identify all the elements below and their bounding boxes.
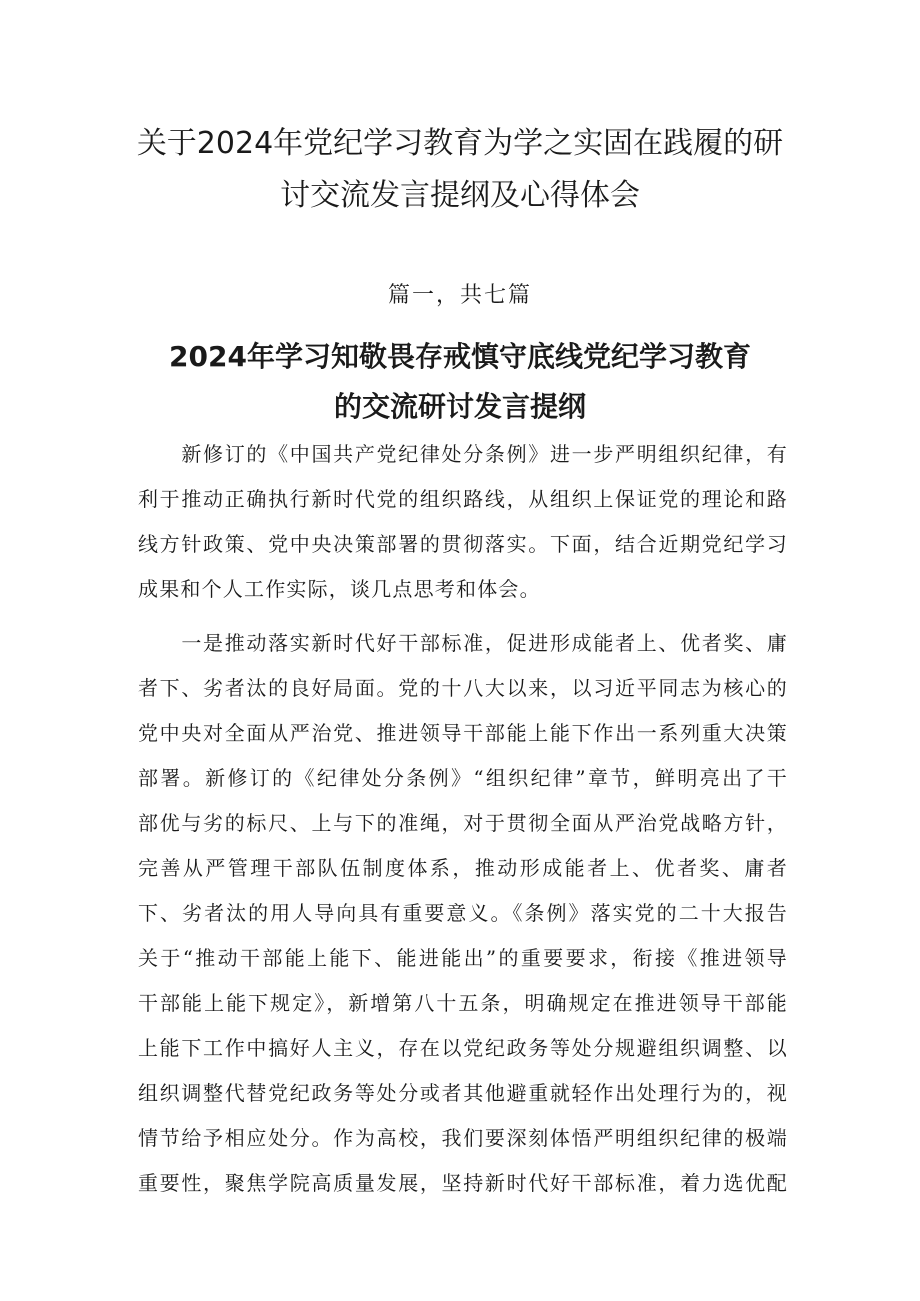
body-paragraph (138, 621, 788, 1206)
paragraph-line: 新修订的《中国共产党纪律处分条例》进一步严明组织纪律，有 (138, 442, 788, 466)
document-title (120, 118, 800, 222)
paragraph-line: 关于“推动干部能上能下、能进能出”的重要要求，衔接《推进领导 (138, 946, 788, 970)
paragraph-line: 利于推动正确执行新时代党的组织路线，从组织上保证党的理论和路 (138, 487, 788, 511)
paragraph-line: 者下、劣者汰的良好局面。党的十八大以来，以习近平同志为核心的 (138, 676, 788, 700)
paragraph-line: 线方针政策、党中央决策部署的贯彻落实。下面，结合近期党纪学习 (138, 532, 788, 556)
section-title-line: 的交流研讨发言提纲 (333, 390, 586, 423)
paragraph-line: 成果和个人工作实际，谈几点思考和体会。 (138, 577, 541, 601)
paragraph-line: 上能下工作中搞好人主义，存在以党纪政务等处分规避组织调整、以 (138, 1036, 788, 1060)
paragraph-line: 下、劣者汰的用人导向具有重要意义。《条例》落实党的二十大报告 (138, 901, 788, 925)
paragraph-line: 重要性，聚焦学院高质量发展，坚持新时代好干部标准，着力选优配 (138, 1171, 788, 1195)
paragraph-line: 干部能上能下规定》，新增第八十五条，明确规定在推进领导干部能 (138, 991, 788, 1015)
section-label: 篇一，共七篇 (387, 283, 532, 308)
document-title-line: 关于2024年党纪学习教育为学之实固在践履的研 (136, 126, 784, 161)
paragraph-line: 部署。新修订的《纪律处分条例》“组织纪律”章节，鲜明亮出了干 (138, 766, 788, 790)
paragraph-line: 情节给予相应处分。作为高校，我们要深刻体悟严明组织纪律的极端 (138, 1126, 788, 1150)
document-title-line: 讨交流发言提纲及心得体会 (280, 178, 640, 213)
paragraph-line: 部优与劣的标尺、上与下的准绳，对于贯彻全面从严治党战略方针， (138, 811, 788, 835)
section-title-line: 2024年学习知敬畏存戒慎守底线党纪学习教育 (169, 340, 751, 373)
body-paragraph (138, 432, 788, 612)
paragraph-line: 完善从严管理干部队伍制度体系，推动形成能者上、优者奖、庸者 (138, 856, 788, 880)
paragraph-line: 一是推动落实新时代好干部标准，促进形成能者上、优者奖、庸 (138, 631, 788, 655)
paragraph-line: 党中央对全面从严治党、推进领导干部能上能下作出一系列重大决策 (138, 721, 788, 745)
section-title (120, 332, 800, 432)
paragraph-line: 组织调整代替党纪政务等处分或者其他避重就轻作出处理行为的，视 (138, 1081, 788, 1105)
